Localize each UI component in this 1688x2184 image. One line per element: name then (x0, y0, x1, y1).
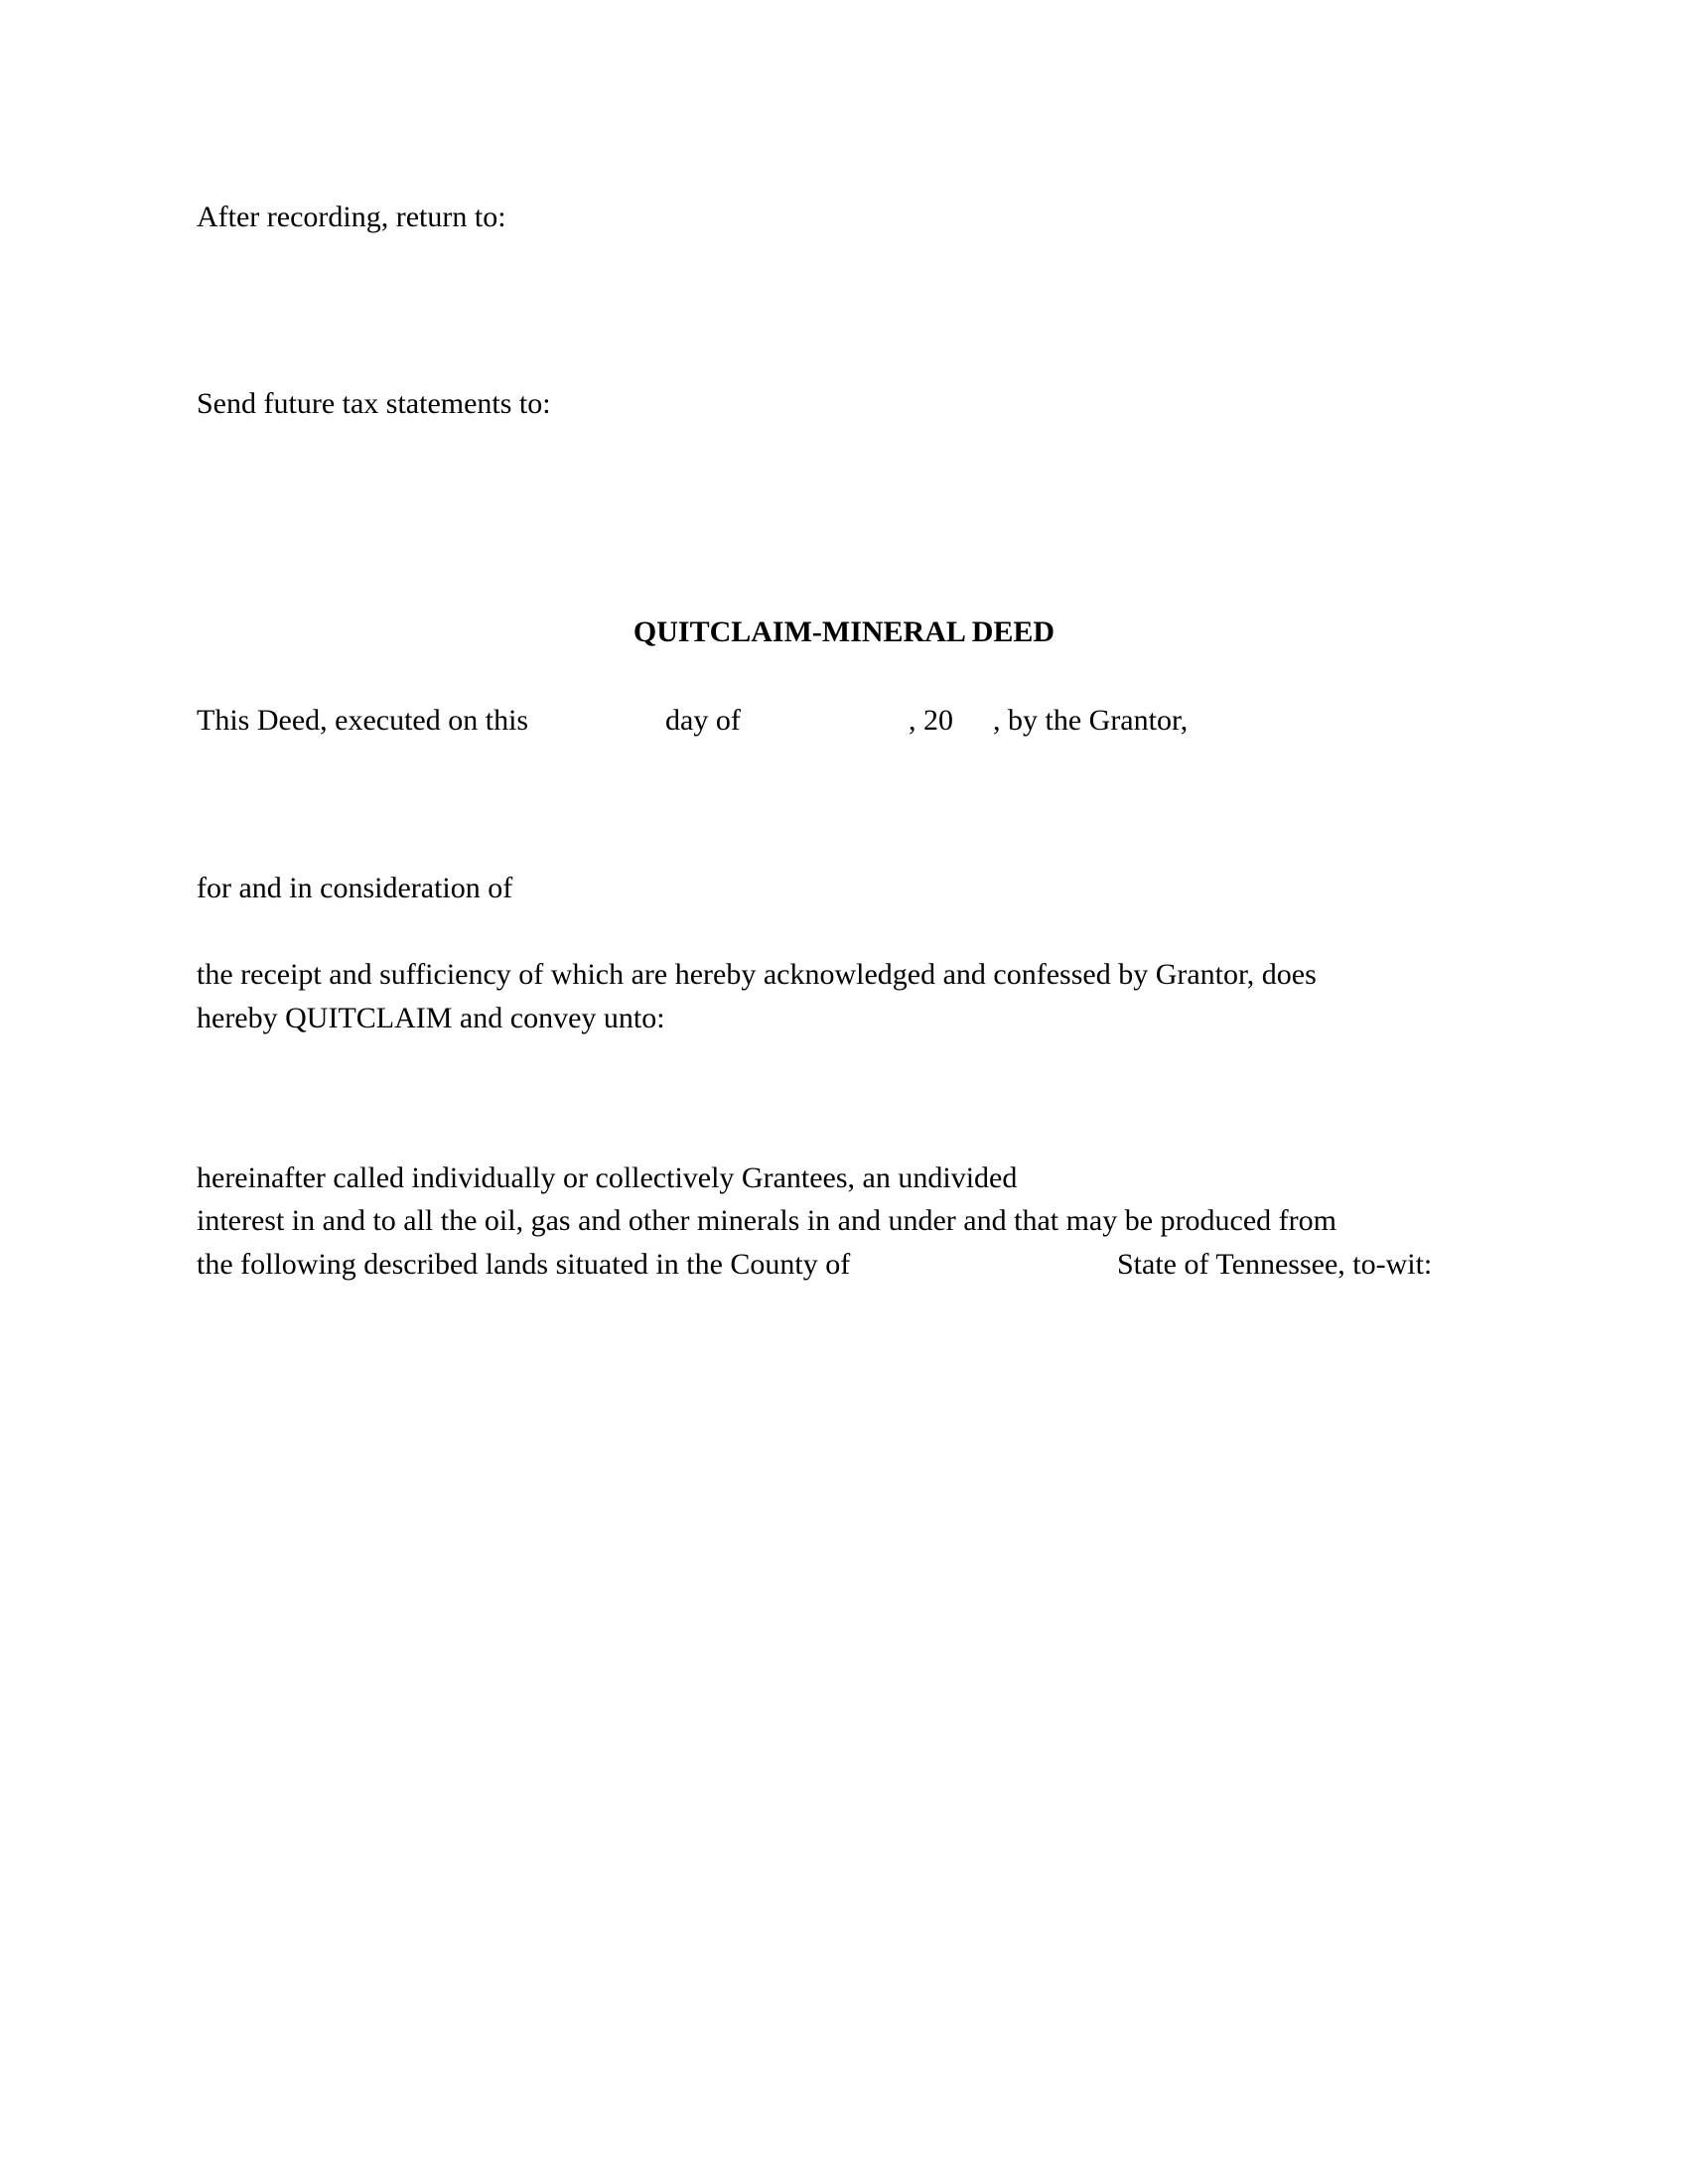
grantees-line-2: interest in and to all the oil, gas and other minerals in and under and that may be produced from (197, 1204, 1336, 1237)
execution-year-prefix: , 20 (909, 704, 953, 737)
receipt-line-2: hereby QUITCLAIM and convey unto: (197, 1002, 665, 1034)
consideration-text: for and in consideration of (197, 872, 513, 904)
grantees-line-1: hereinafter called individually or collectively Grantees, an undivided (197, 1161, 1018, 1194)
execution-by-grantor: , by the Grantor, (993, 704, 1189, 737)
tax-statements-label: Send future tax statements to: (197, 387, 551, 420)
execution-text-start: This Deed, executed on this (197, 704, 529, 737)
return-to-label: After recording, return to: (197, 201, 506, 233)
county-line-text: the following described lands situated in the County of (197, 1248, 851, 1281)
execution-day-of: day of (665, 704, 741, 737)
execution-line (0, 701, 1688, 741)
county-line (0, 1245, 1688, 1285)
document-title: QUITCLAIM-MINERAL DEED (633, 615, 1055, 648)
state-text: State of Tennessee, to-wit: (1117, 1248, 1433, 1281)
receipt-line-1: the receipt and sufficiency of which are hereby acknowledged and confessed by Grantor, does (197, 958, 1317, 991)
